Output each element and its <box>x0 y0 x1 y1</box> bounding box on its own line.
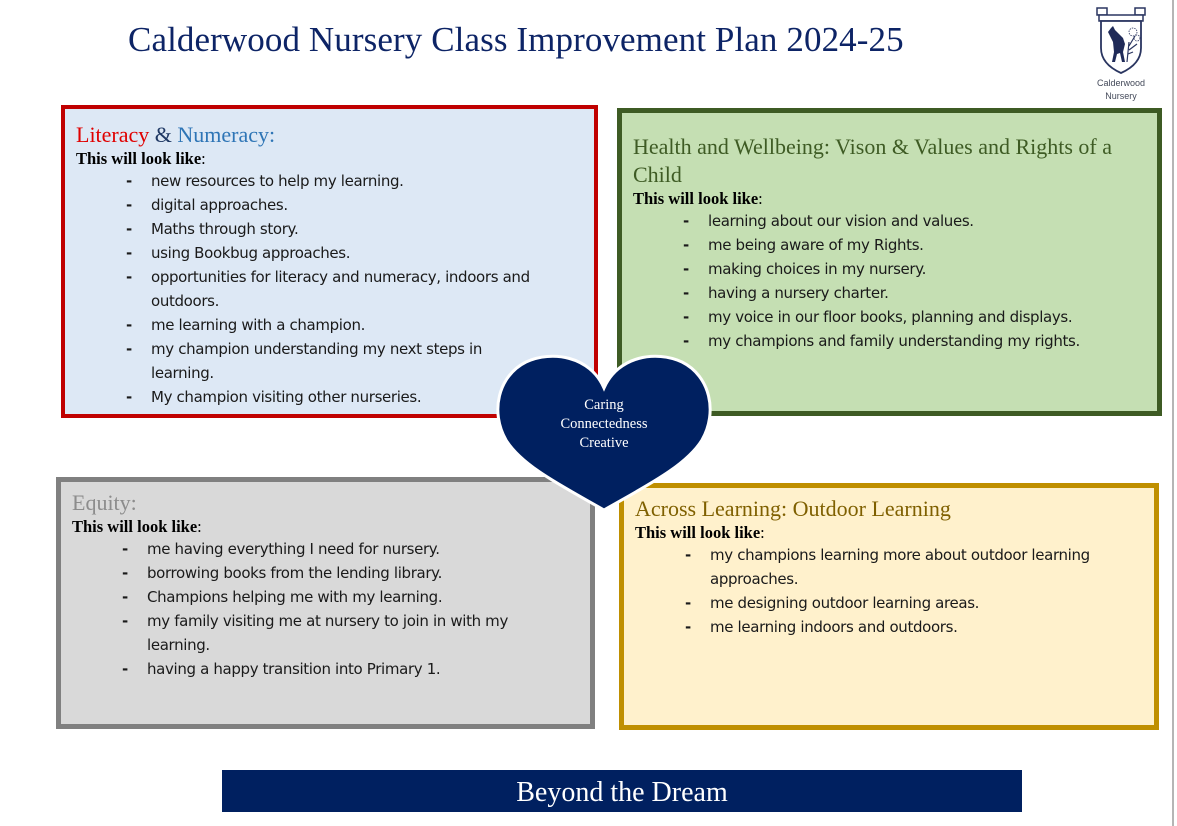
equity-list <box>72 537 580 681</box>
list-item: - my family visiting me at nursery to join in with my learning. <box>72 609 580 657</box>
section-heading: Literacy & Numeracy: <box>76 122 276 147</box>
values-text <box>492 396 716 453</box>
section-subheading: This will look like: <box>76 149 206 168</box>
deer-shield-crest-icon <box>1093 6 1149 76</box>
page-edge-divider <box>1172 0 1174 826</box>
logo-name-line1: Calderwood <box>1096 78 1146 88</box>
section-heading: Across Learning: Outdoor Learning <box>635 496 951 521</box>
section-heading: Equity: <box>72 490 137 515</box>
list-item: - me learning with a champion. <box>76 313 584 337</box>
list-item: - opportunities for literacy and numeracy, indoors and outdoors. <box>76 265 584 313</box>
list-item: - me being aware of my Rights. <box>633 233 1147 257</box>
list-item: - me having everything I need for nursery. <box>72 537 580 561</box>
value-caring: Caring <box>584 397 624 413</box>
motto-banner: Beyond the Dream <box>222 770 1022 812</box>
heading-ampersand: & <box>149 122 178 147</box>
list-item: - having a happy transition into Primary 1. <box>72 657 580 681</box>
list-item: - me designing outdoor learning areas. <box>635 591 1144 615</box>
list-item: - me learning indoors and outdoors. <box>635 615 1144 639</box>
value-creative: Creative <box>579 435 629 451</box>
list-item: - new resources to help my learning. <box>76 169 584 193</box>
health-list <box>633 209 1147 353</box>
value-connectedness: Connectedness <box>560 416 648 432</box>
section-subheading: This will look like: <box>635 523 765 542</box>
list-item: - Maths through story. <box>76 217 584 241</box>
list-item: - my champions and family understanding my rights. <box>633 329 1147 353</box>
list-item: - Champions helping me with my learning. <box>72 585 580 609</box>
section-subheading: This will look like: <box>633 189 763 208</box>
list-item: - having a nursery charter. <box>633 281 1147 305</box>
section-subheading: This will look like: <box>72 517 202 536</box>
equity-section <box>56 477 595 729</box>
list-item: - making choices in my nursery. <box>633 257 1147 281</box>
list-item: - digital approaches. <box>76 193 584 217</box>
list-item: - my voice in our floor books, planning and displays. <box>633 305 1147 329</box>
list-item: - my champion understanding my next steps in learning. <box>76 337 584 385</box>
heading-numeracy: Numeracy <box>177 122 270 147</box>
heading-literacy: Literacy <box>76 122 150 147</box>
list-item: - borrowing books from the lending library. <box>72 561 580 585</box>
logo-name-line2: Nursery <box>1105 91 1137 101</box>
list-item: - My champion visiting other nurseries. <box>76 385 584 409</box>
outdoor-learning-section <box>619 483 1159 730</box>
school-logo <box>1076 6 1166 106</box>
list-item: - learning about our vision and values. <box>633 209 1147 233</box>
list-item: - using Bookbug approaches. <box>76 241 584 265</box>
list-item: - my champions learning more about outdoor learning approaches. <box>635 543 1144 591</box>
outdoor-list <box>635 543 1144 639</box>
section-heading: Health and Wellbeing: Vison & Values and Rights of a Child <box>633 134 1113 187</box>
page-title: Calderwood Nursery Class Improvement Plan 2024-25 <box>128 20 904 59</box>
